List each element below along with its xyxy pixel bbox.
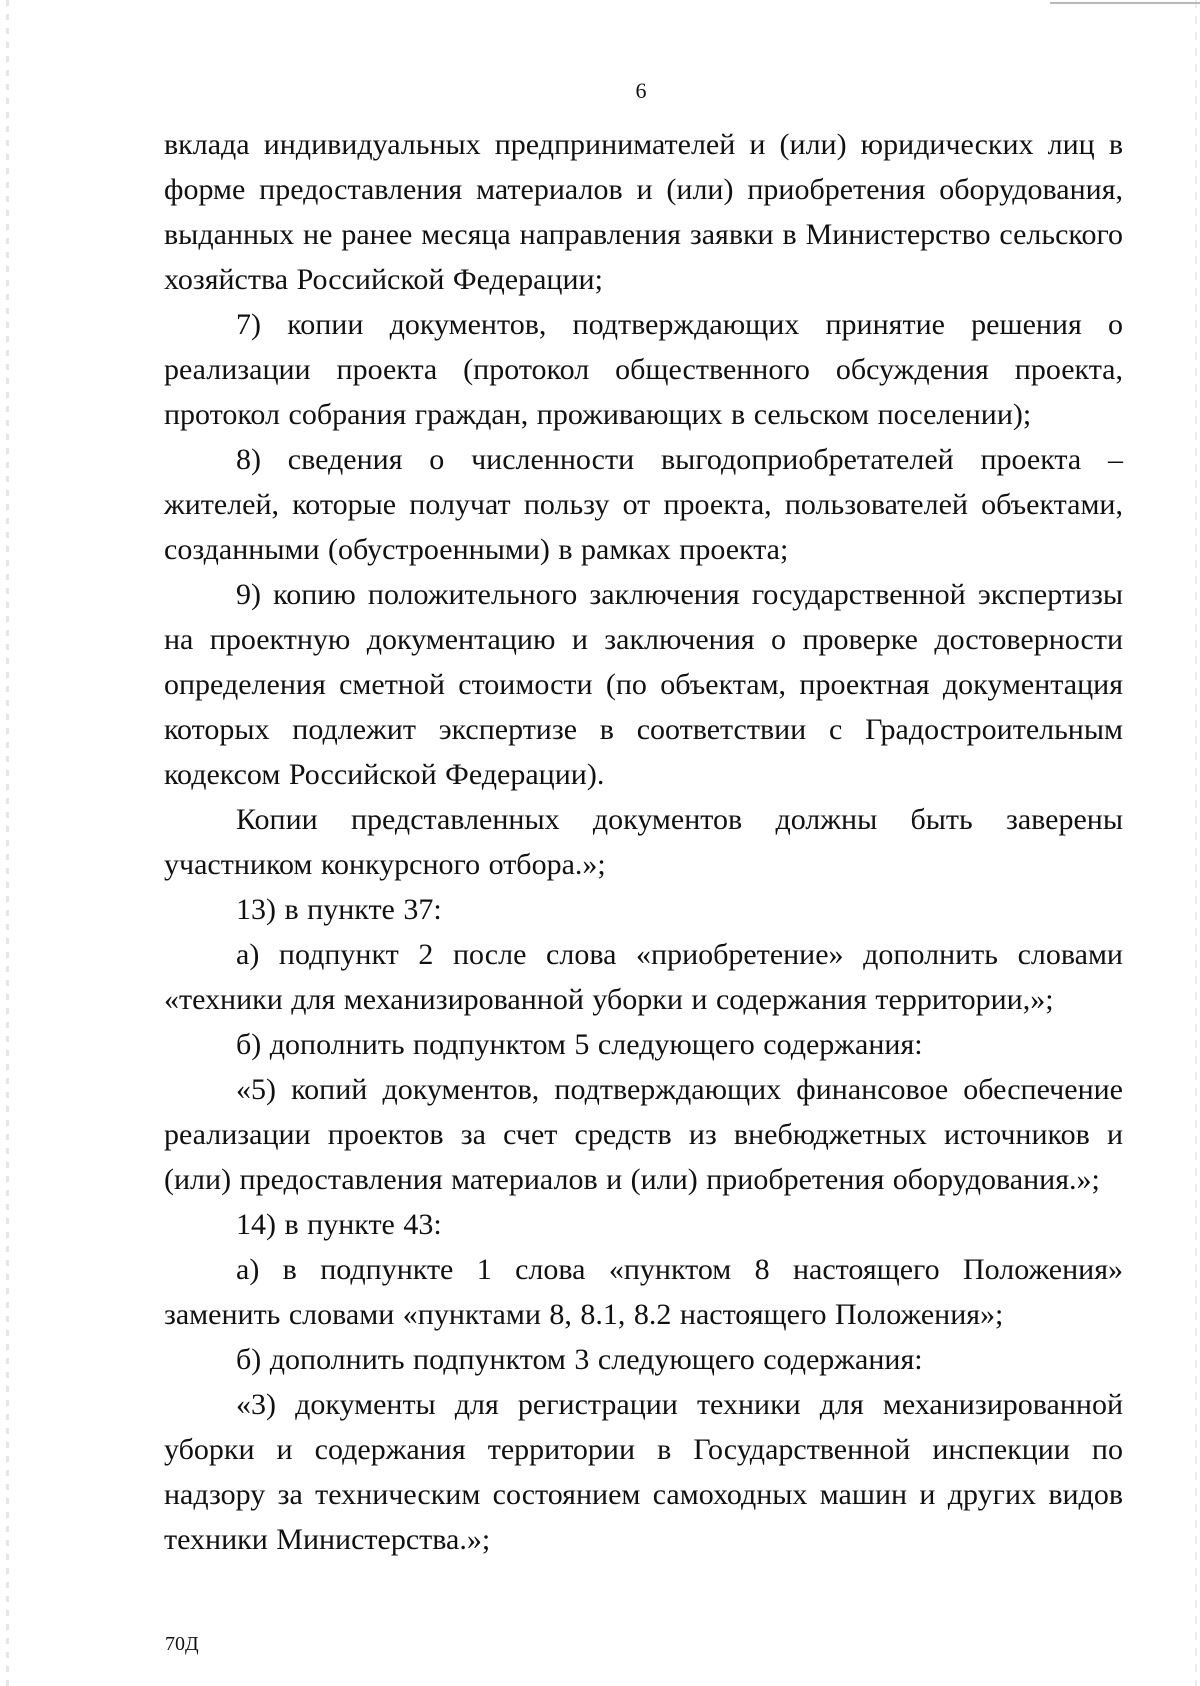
paragraph: 9) копию положительного заключения государственной экспертизы на проектную документацию и заключения о проверке достоверности определения сметной стоимости (по объектам, проектная документация которых подлежит экспертизе в соответствии с Градостроительным кодексом Российской Федерации). xyxy=(164,578,1123,791)
paragraph: а) подпункт 2 после слова «приобретение» дополнить словами «техники для механизированной уборки и содержания территории,»; xyxy=(164,938,1123,1016)
paragraph: «5) копий документов, подтверждающих финансовое обеспечение реализации проектов за счет средств из внебюджетных источников и (или) предоставления материалов и (или) приобретения оборудования.»; xyxy=(164,1073,1123,1196)
footer-code: 70Д xyxy=(165,1633,199,1655)
page-number: 6 xyxy=(635,78,647,103)
paragraph: 13) в пункте 37: xyxy=(236,893,442,926)
scan-edge-right xyxy=(1195,0,1197,1686)
paragraph: вклада индивидуальных предпринимателей и (или) юридических лиц в форме предоставления материалов и (или) приобретения оборудования, выданных не ранее месяца направления заявки в Министерство сельского хозяйства Российской Федерации; xyxy=(164,128,1123,296)
paragraph: 8) сведения о численности выгодоприобретателей проекта – жителей, которые получат пользу от проекта, пользователей объектами, созданными (обустроенными) в рамках проекта; xyxy=(164,443,1123,566)
paragraph: а) в подпункте 1 слова «пунктом 8 настоящего Положения» заменить словами «пунктами 8, 8.1, 8.2 настоящего Положения»; xyxy=(164,1253,1123,1331)
paragraph: Копии представленных документов должны быть заверены участником конкурсного отбора.»; xyxy=(164,803,1123,881)
paragraph: 14) в пункте 43: xyxy=(236,1208,442,1241)
scan-edge-left xyxy=(6,0,9,1686)
paragraph: б) дополнить подпунктом 5 следующего содержания: xyxy=(236,1028,923,1061)
paragraph: «3) документы для регистрации техники для механизированной уборки и содержания территории в Государственной инспекции по надзору за техническим состоянием самоходных машин и других видов техники Министерства.»; xyxy=(164,1388,1123,1556)
paragraph: б) дополнить подпунктом 3 следующего содержания: xyxy=(236,1343,923,1376)
paragraph: 7) копии документов, подтверждающих принятие решения о реализации проекта (протокол общественного обсуждения проекта, протокол собрания граждан, проживающих в сельском поселении); xyxy=(164,308,1123,431)
scan-top-line xyxy=(1050,2,1200,4)
document-body xyxy=(164,122,1123,1562)
